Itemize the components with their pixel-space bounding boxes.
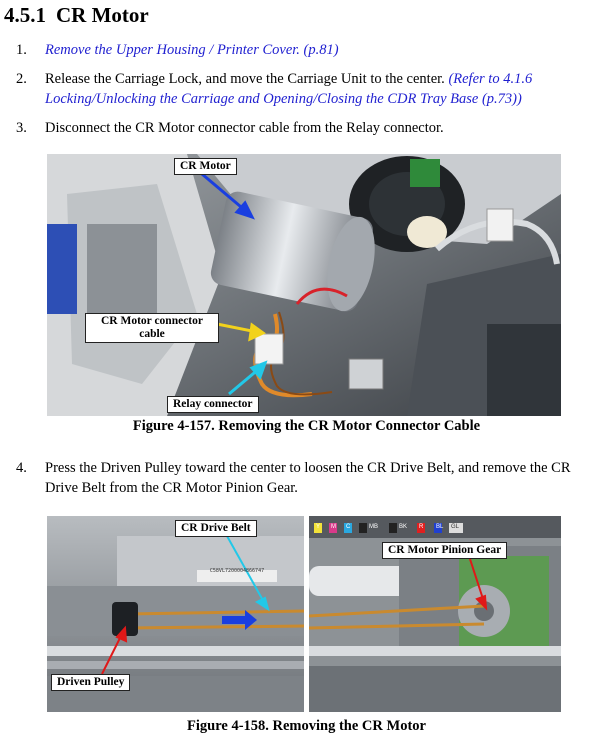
step-4-text: Press the Driven Pulley toward the center to loosen the CR Drive Belt, and remove the CR Drive Belt from the CR Motor Pinion Gear. [45,460,571,496]
figure-158-photo-left [47,516,304,712]
ink-label: M [331,524,336,530]
step-3-text: Disconnect the CR Motor connector cable from the Relay connector. [45,120,444,136]
step-1-link[interactable]: Remove the Upper Housing / Printer Cover. (p.81) [45,42,339,58]
ink-label: Y [316,524,321,530]
figure-157-photo [47,154,561,416]
callout-relay-connector: Relay connector [167,396,259,413]
ink-label: BL [436,524,444,530]
step-2-link[interactable]: (Refer to 4.1.6 Locking/Unlocking the Carriage and Opening/Closing the CDR Tray Base (p.73)) [45,71,533,107]
step-number: 4. [16,460,27,476]
callout-pinion-gear: CR Motor Pinion Gear [382,542,507,559]
section-number: 4.5.1 [4,3,46,27]
section-heading [4,3,149,28]
cr-motor-photo [47,154,561,416]
figure-158-caption: Figure 4-158. Removing the CR Motor [187,718,426,734]
serial-label: C58VL7200004866747 [209,568,265,574]
ink-label: GL [451,524,460,530]
ink-label: R [419,524,424,530]
step-2-text: Release the Carriage Lock, and move the Carriage Unit to the center. [45,71,449,87]
figure-157-caption: Figure 4-157. Removing the CR Motor Connector Cable [132,418,481,434]
callout-connector-cable: CR Motor connector cable [85,313,219,343]
callout-cr-motor: CR Motor [174,158,237,175]
callout-driven-pulley: Driven Pulley [51,674,130,691]
ink-label: MB [369,524,378,530]
callout-drive-belt: CR Drive Belt [175,520,257,537]
step-number: 2. [16,71,27,87]
figure-158-photo-right [309,516,561,712]
ink-label: BK [399,524,408,530]
ink-label: C [346,524,351,530]
step-number: 3. [16,120,27,136]
section-title: CR Motor [56,3,149,27]
step-number: 1. [16,42,27,58]
